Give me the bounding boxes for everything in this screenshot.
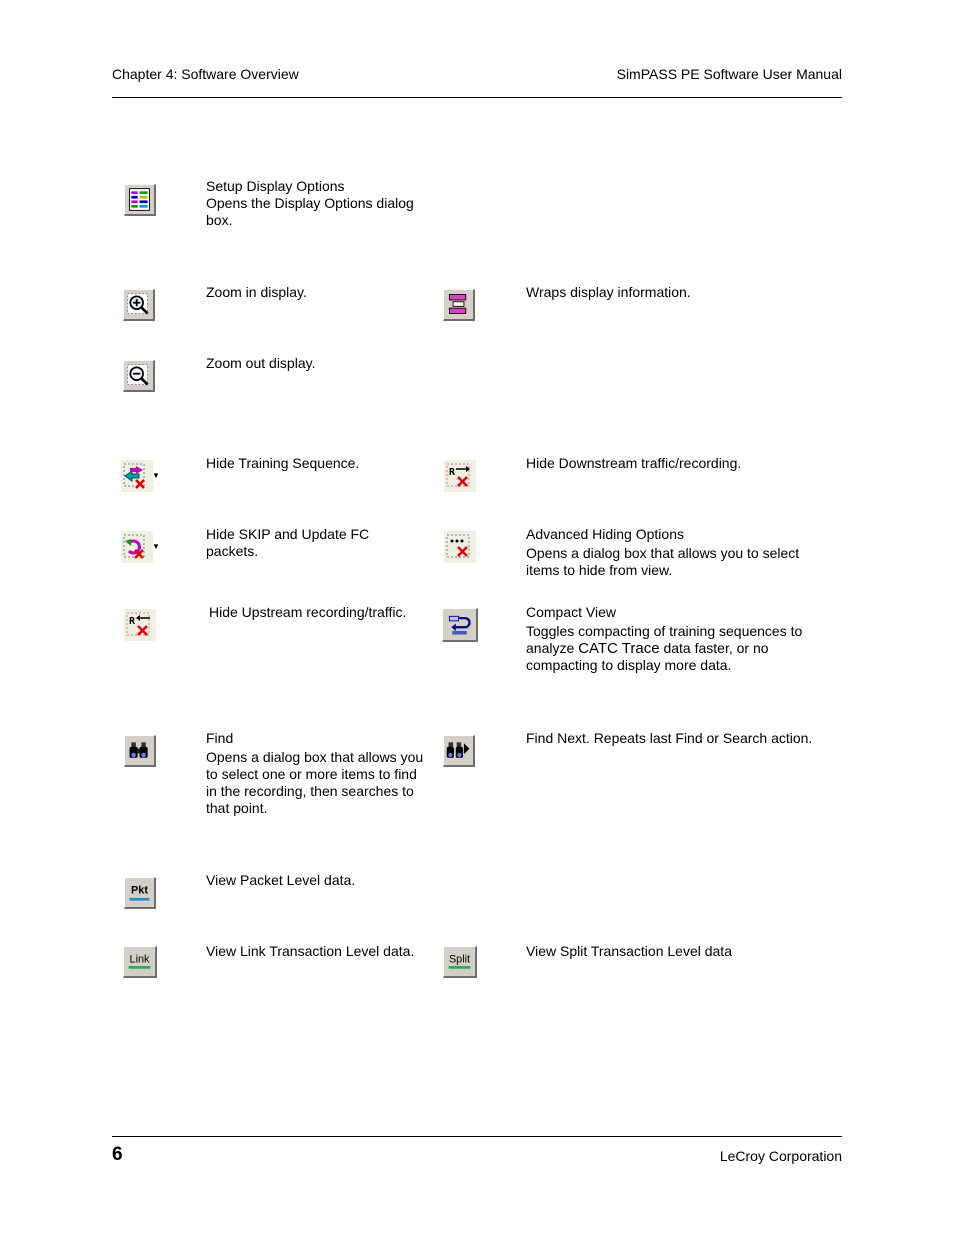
compact-view-desc-part2: data faster, or no compacting to display more data. [526,640,769,673]
compact-view-icon [442,608,478,642]
page-number: 6 [112,1144,123,1165]
hide-training-sequence-desc: Hide Training Sequence. [206,455,360,471]
find-text [206,730,424,817]
running-header-title: SimPASS PE Software User Manual [616,66,842,82]
hide-upstream-desc: Hide Upstream recording/traffic. [209,604,407,620]
dropdown-arrow-icon: ▼ [152,542,160,551]
running-header-chapter: Chapter 4: Software Overview [112,66,299,82]
packet-level-icon-label: Pkt [131,884,148,897]
zoom-out-desc: Zoom out display. [206,355,316,371]
advanced-hiding-title: Advanced Hiding Options [526,526,684,542]
footer-rule [112,1136,842,1137]
link-level-icon-label: Link [129,953,150,966]
wrap-icon [443,289,475,321]
packet-level-icon [124,877,156,909]
advanced-hiding-icon [444,531,476,563]
footer-company: LeCroy Corporation [719,1148,842,1164]
find-desc: Opens a dialog box that allows you to select one or more items to find in the recording, then searches to that point. [206,749,424,816]
svg-text:R: R [449,467,456,478]
compact-view-title: Compact View [526,604,617,620]
compact-view-desc [526,623,821,674]
hide-downstream-desc: Hide Downstream traffic/recording. [526,455,742,471]
setup-display-options-icon [124,184,156,216]
compact-view-text [526,604,821,674]
find-next-desc: Find Next. Repeats last Find or Search action. [526,730,813,746]
find-next-icon [443,735,475,767]
binoculars-icon [124,735,156,767]
link-level-desc: View Link Transaction Level data. [206,943,415,959]
split-level-desc: View Split Transaction Level data [526,943,732,959]
advanced-hiding-text [526,526,821,579]
hide-training-sequence-icon [121,460,153,492]
hide-skip-update-fc-desc: Hide SKIP and Update FC packets. [206,526,370,559]
compact-view-desc-part1: Toggles compacting of training sequences to analyze [526,623,803,656]
link-level-icon [123,946,157,978]
setup-display-options-text [206,178,424,229]
header-rule [112,97,842,98]
find-title: Find [206,730,234,746]
svg-text:R: R [129,616,136,627]
hide-skip-update-fc-icon [121,531,153,563]
zoom-in-desc: Zoom in display. [206,284,307,300]
split-level-icon [443,946,477,978]
split-level-icon-label: Split [448,953,471,966]
packet-level-desc: View Packet Level data. [206,872,356,888]
zoom-out-icon [123,360,155,392]
zoom-in-icon [123,289,155,321]
wrap-desc: Wraps display information. [526,284,691,300]
dropdown-arrow-icon: ▼ [152,471,160,480]
advanced-hiding-desc: Opens a dialog box that allows you to select items to hide from view. [526,545,800,578]
setup-display-options-desc: Opens the Display Options dialog box. [206,195,414,228]
catc-trace-term: CATC Trace [578,640,660,657]
hide-upstream-icon [124,609,156,641]
setup-display-options-title: Setup Display Options [206,178,345,194]
hide-downstream-icon [444,460,476,492]
